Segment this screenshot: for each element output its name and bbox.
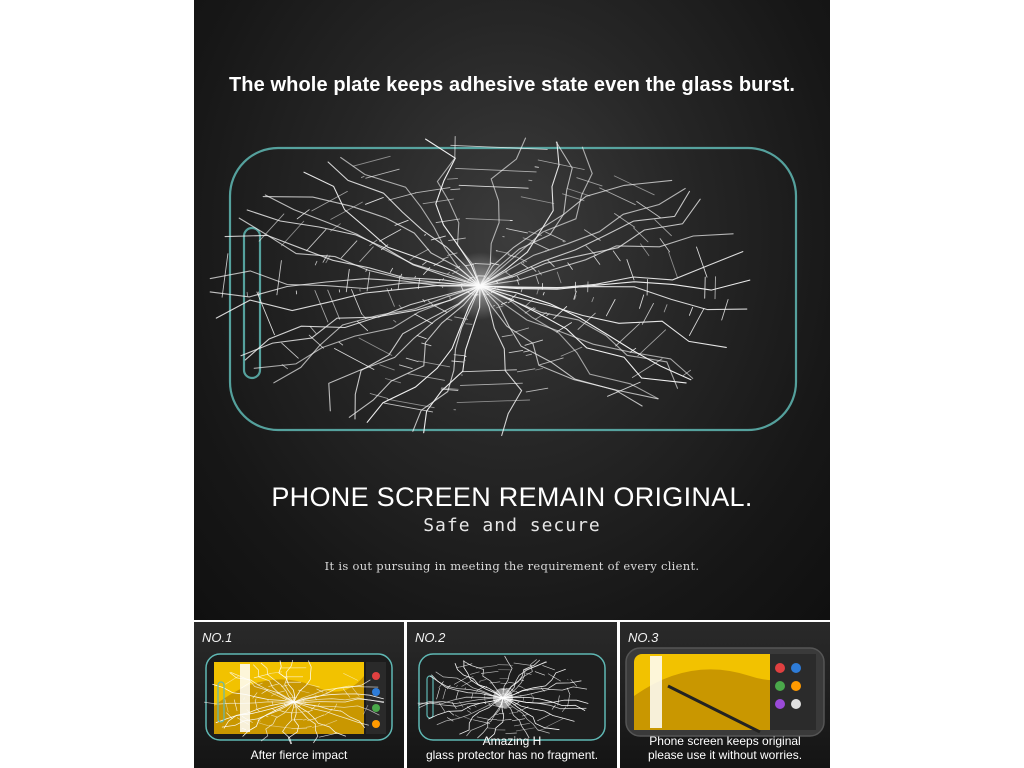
- glass-protector-thumbnail: [407, 646, 617, 746]
- headline: The whole plate keeps adhesive state even the glass burst.: [228, 74, 795, 96]
- phone-impact-thumbnail: [194, 646, 404, 746]
- panel-number: NO.1: [202, 630, 233, 645]
- caption-text: It is out pursuing in meeting the requirement of every client.: [324, 559, 700, 573]
- panel-caption-line: Phone screen keeps original: [649, 734, 801, 748]
- main-title: PHONE SCREEN REMAIN ORIGINAL.: [271, 482, 753, 512]
- intact-phone-thumbnail: [620, 646, 830, 746]
- cracked-glass-phone-illustration: [194, 130, 830, 450]
- subtitle: Safe and secure: [423, 515, 601, 536]
- panel-no2: [407, 622, 617, 768]
- panel-no1: [194, 622, 404, 768]
- panel-caption-line: Amazing H: [482, 734, 542, 748]
- impact-point: [446, 252, 514, 320]
- phone-side-button: [244, 228, 260, 378]
- panel-number: NO.3: [628, 630, 659, 645]
- panel-caption: [407, 734, 617, 762]
- panel-number: NO.2: [415, 630, 446, 645]
- product-poster: [194, 0, 830, 768]
- panel-caption-line: please use it without worries.: [647, 748, 803, 762]
- panel-caption-line: glass protector has no fragment.: [425, 748, 599, 762]
- panel-caption: [194, 748, 404, 762]
- comparison-panels: [194, 620, 830, 768]
- panel-caption: [620, 734, 830, 762]
- panel-caption-line: After fierce impact: [250, 748, 348, 762]
- panel-no3: [620, 622, 830, 768]
- hero-section: [194, 0, 830, 620]
